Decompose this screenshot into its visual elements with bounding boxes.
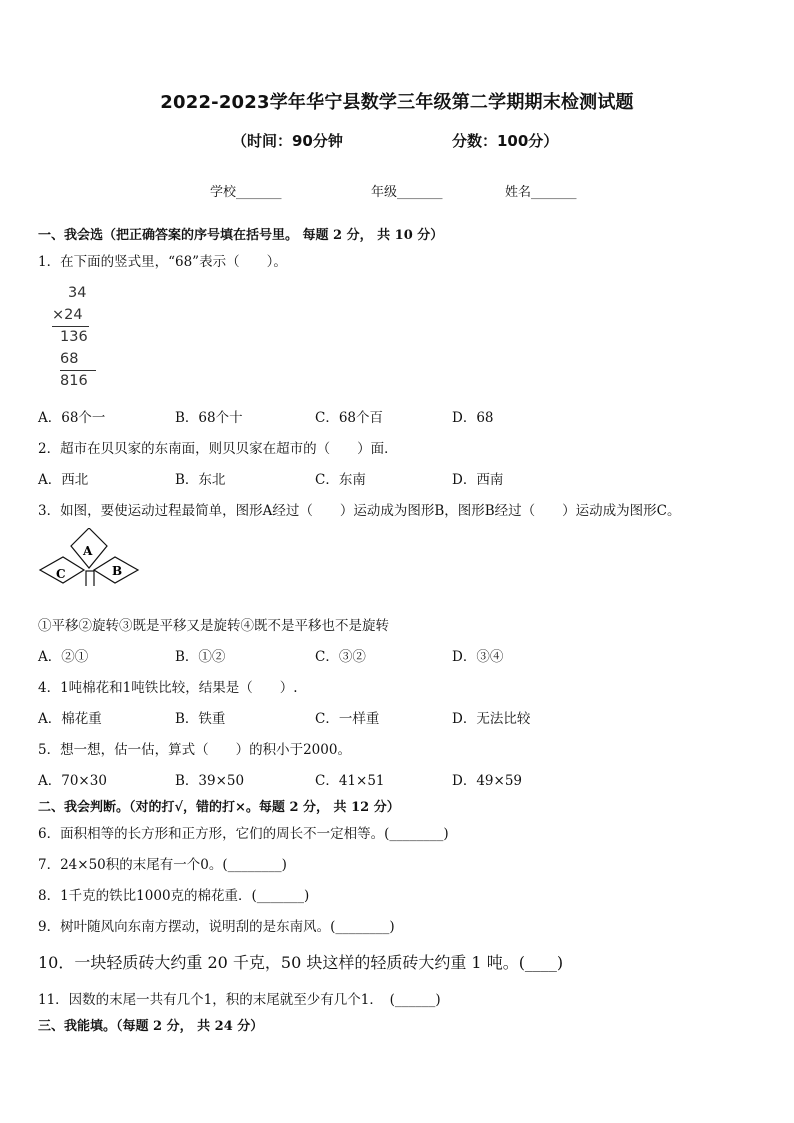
section-1-heading: 一、我会选（把正确答案的序号填在括号里。 每题 2 分， 共 10 分）: [38, 228, 444, 243]
q3-option-d: D．③④: [452, 649, 504, 665]
question-6: 6．面积相等的长方形和正方形，它们的周长不一定相等。(________): [38, 826, 449, 842]
q2-option-a: A．西北: [38, 472, 89, 488]
question-2: 2．超市在贝贝家的东南面，则贝贝家在超市的（ ）面．: [38, 441, 398, 457]
label-a: A: [83, 544, 93, 558]
question-11: 11．因数的末尾一共有几个1，积的末尾就至少有几个1． (______): [38, 992, 441, 1008]
q3-choices: ①平移②旋转③既是平移又是旋转④既不是平移也不是旋转: [38, 618, 389, 634]
q2-option-c: C．东南: [315, 472, 366, 488]
calc-line-1: 34: [68, 285, 87, 301]
q2-option-b: B．东北: [175, 472, 226, 488]
q5-option-a: A．70×30: [38, 773, 107, 789]
stem: [86, 571, 94, 586]
q3-option-a: A．②①: [38, 649, 89, 665]
question-1: 1．在下面的竖式里，“68”表示（ ）。: [38, 254, 287, 270]
q5-option-c: C．41×51: [315, 773, 385, 789]
vertical-multiplication: [52, 283, 97, 393]
q1-option-a: A．68个一: [38, 410, 106, 426]
label-b: B: [112, 564, 123, 578]
question-8: 8．1千克的铁比1000克的棉花重．(_______): [38, 888, 310, 904]
exam-score: 分数：100分）: [452, 132, 559, 150]
q4-option-b: B．铁重: [175, 711, 226, 727]
school-field: 学校_______: [210, 185, 282, 200]
q2-option-d: D．西南: [452, 472, 504, 488]
q1-option-c: C．68个百: [315, 410, 384, 426]
q3-option-c: C．③②: [315, 649, 366, 665]
q4-option-a: A．棉花重: [38, 711, 102, 727]
calc-line-3: 136: [60, 329, 88, 345]
page-title: 2022-2023学年华宁县数学三年级第二学期期末检测试题: [160, 92, 634, 113]
question-4: 4．1吨棉花和1吨铁比较，结果是（ ）.: [38, 680, 298, 696]
question-5: 5．想一想，估一估，算式（ ）的积小于2000。: [38, 742, 351, 758]
grade-field: 年级_______: [371, 185, 443, 200]
q5-option-b: B．39×50: [175, 773, 245, 789]
exam-time: （时间：90分钟: [232, 132, 343, 150]
q3-option-b: B．①②: [175, 649, 226, 665]
section-2-heading: 二、我会判断。（对的打√，错的打×。每题 2 分， 共 12 分）: [38, 800, 400, 815]
question-3: 3．如图，要使运动过程最简单，图形A经过（ ）运动成为图形B，图形B经过（ ）运动成为图形C。: [38, 503, 681, 519]
rotation-figure: [38, 528, 143, 586]
q4-option-c: C．一样重: [315, 711, 380, 727]
calc-line-4: 68: [60, 349, 96, 372]
calc-line-2: ×24: [52, 305, 89, 328]
q1-option-d: D．68: [452, 410, 494, 426]
q5-option-d: D．49×59: [452, 773, 522, 789]
name-field: 姓名_______: [505, 185, 577, 200]
section-3-heading: 三、我能填。（每题 2 分， 共 24 分）: [38, 1019, 264, 1034]
question-10: 10．一块轻质砖大约重 20 千克，50 块这样的轻质砖大约重 1 吨。(____): [38, 953, 564, 972]
q4-option-d: D．无法比较: [452, 711, 531, 727]
question-9: 9．树叶随风向东南方摆动，说明刮的是东南风。(________): [38, 919, 395, 935]
q1-option-b: B．68个十: [175, 410, 243, 426]
label-c: C: [56, 567, 66, 581]
calc-line-5: 816: [60, 373, 88, 389]
question-7: 7．24×50积的末尾有一个0。(________): [38, 857, 287, 873]
